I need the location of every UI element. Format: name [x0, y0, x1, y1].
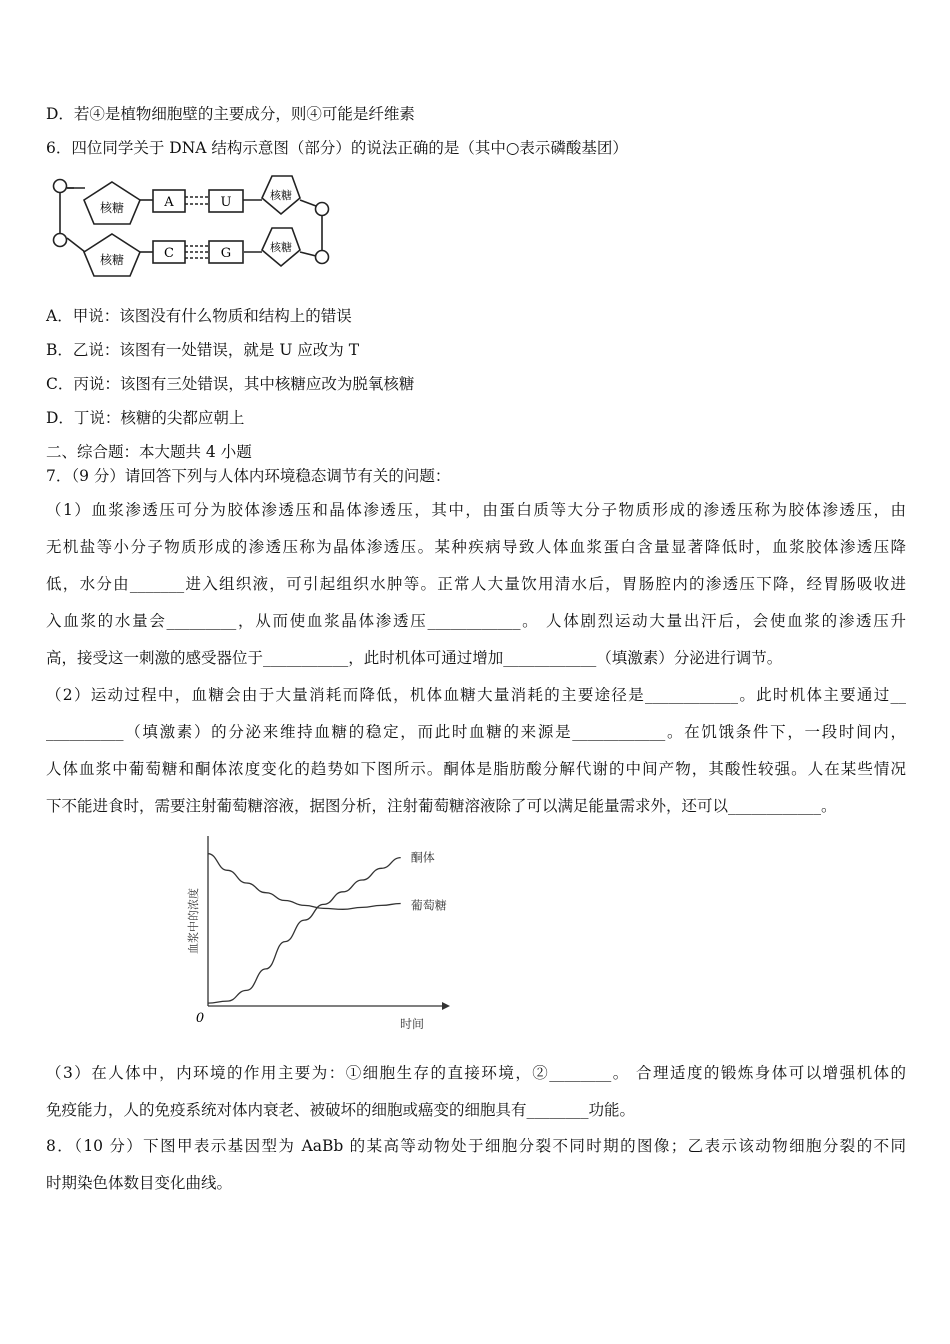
q7-stem: 7．（9 分）请回答下列与人体内环境稳态调节有关的问题：: [46, 467, 451, 485]
q7-part2-line: __________（填激素）的分泌来维持血糖的稳定，而此时血糖的来源是____________。在饥饿条件下，一段时间内，: [46, 723, 906, 741]
q7-part3-line: 免疫能力，人的免疫系统对体内衰老、被破坏的细胞或癌变的细胞具有________功能。: [46, 1101, 636, 1119]
x-axis-label: 时间: [399, 1017, 425, 1031]
q7-part3-line: （3）在人体中，内环境的作用主要为：①细胞生存的直接环境，②________。 合理适度的锻炼身体可以增强机体的: [46, 1064, 906, 1082]
q7-part2-line: （2）运动过程中，血糖会由于大量消耗而降低，机体血糖大量消耗的主要途径是____________。此时机体主要通过__: [46, 686, 906, 704]
dna-structure-diagram: [48, 172, 338, 280]
series-line-glucose: [208, 854, 401, 910]
ribose-label: 核糖: [99, 253, 125, 267]
q6-option-a: A．甲说：该图没有什么物质和结构上的错误: [46, 307, 352, 325]
ribose-label: 核糖: [270, 241, 292, 254]
q7-part1-line: （1）血浆渗透压可分为胶体渗透压和晶体渗透压，其中，由蛋白质等大分子物质形成的渗透压称为胶体渗透压，由: [46, 501, 906, 519]
ribose-label: 核糖: [270, 189, 292, 202]
base-u: U: [220, 195, 232, 210]
series-label-ketone: 酮体: [410, 850, 435, 865]
q6-option-b: B．乙说：该图有一处错误，就是 U 应改为 T: [46, 341, 360, 359]
y-axis-label: 血浆中的浓度: [187, 888, 200, 954]
q7-part1-line: 低，水分由_______进入组织液，可引起组织水肿等。正常人大量饮用清水后，胃肠腔内的渗透压下降，经胃肠吸收进: [46, 575, 906, 593]
hydrogen-bonds: [185, 197, 209, 258]
x-axis-arrow: [442, 1002, 450, 1010]
ketone-glucose-chart: [184, 826, 454, 1042]
q6-stem: 6．四位同学关于 DNA 结构示意图（部分）的说法正确的是（其中○表示磷酸基团）: [46, 139, 628, 157]
ribose-label: 核糖: [99, 201, 125, 215]
q6-option-c: C．丙说：该图有三处错误，其中核糖应改为脱氧核糖: [46, 375, 415, 393]
q8-line: 时期染色体数目变化曲线。: [46, 1174, 233, 1192]
phosphate-circle-bottom-right: [316, 251, 329, 264]
q5-option-d: D．若④是植物细胞壁的主要成分，则④可能是纤维素: [46, 105, 415, 123]
series-label-glucose: 葡萄糖: [410, 898, 447, 913]
phosphate-circle-bottom-left: [54, 234, 67, 247]
phosphate-circle-top-left: [54, 180, 67, 193]
q6-option-d: D．丁说：核糖的尖都应朝上: [46, 409, 245, 427]
q7-part2-line: 下不能进食时，需要注射葡萄糖溶液，据图分析，注射葡萄糖溶液除了可以满足能量需求外，还可以____________。: [46, 797, 837, 815]
section-heading: 二、综合题：本大题共 4 小题: [46, 443, 252, 461]
base-g: G: [220, 246, 232, 261]
q7-part1-line: 高，接受这一刺激的感受器位于___________，此时机体可通过增加____________（填激素）分泌进行调节。: [46, 649, 783, 667]
origin-label: 0: [195, 1011, 205, 1026]
phosphate-circle-top-right: [316, 203, 329, 216]
base-a: A: [164, 195, 174, 210]
q7-part1-line: 无机盐等小分子物质形成的渗透压称为晶体渗透压。某种疾病导致人体血浆蛋白含量显著降低时，血浆胶体渗透压降: [46, 538, 906, 556]
q8-line: 8．（10 分）下图甲表示基因型为 AaBb 的某高等动物处于细胞分裂不同时期的图像；乙表示该动物细胞分裂的不同: [46, 1137, 906, 1155]
series-line-ketone: [208, 858, 401, 1004]
base-c: C: [164, 246, 174, 261]
q7-part1-line: 入血浆的水量会_________，从而使血浆晶体渗透压____________。 人体剧烈运动大量出汗后，会使血浆的渗透压升: [46, 612, 906, 630]
q7-part2-line: 人体血浆中葡萄糖和酮体浓度变化的趋势如下图所示。酮体是脂肪酸分解代谢的中间产物，其酸性较强。人在某些情况: [46, 760, 906, 778]
